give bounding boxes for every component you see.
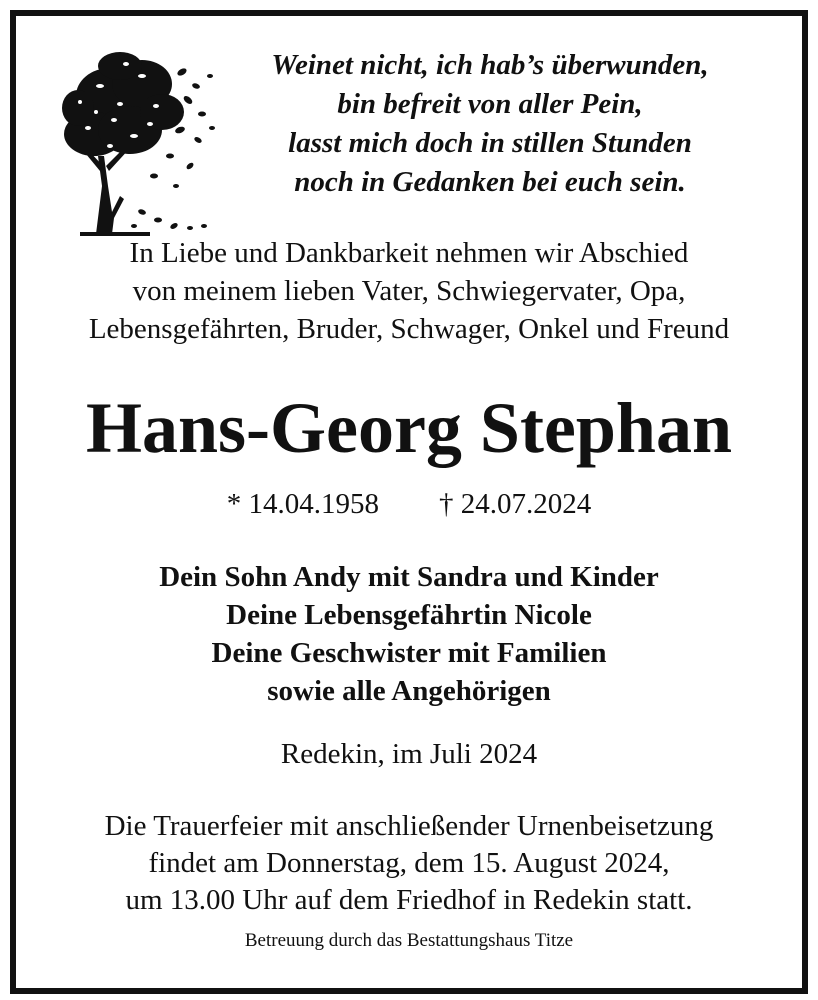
ceremony-line: um 13.00 Uhr auf dem Friedhof in Redekin statt.	[125, 884, 693, 916]
intro-line: In Liebe und Dankbarkeit nehmen wir Abschied	[129, 237, 689, 269]
verse-line: bin befreit von aller Pein,	[337, 88, 643, 120]
tree-blowing-leaves-icon	[50, 36, 220, 236]
mourners-list	[16, 558, 802, 710]
verse	[240, 46, 740, 202]
intro-line: von meinem lieben Vater, Schwiegervater, Opa,	[132, 275, 686, 307]
mourner-line: Dein Sohn Andy mit Sandra und Kinder	[159, 561, 659, 593]
obituary-frame	[10, 10, 808, 994]
undertaker-note: Betreuung durch das Bestattungshaus Titze	[244, 930, 574, 951]
farewell-intro	[16, 234, 802, 348]
verse-line: lasst mich doch in stillen Stunden	[288, 127, 692, 159]
ceremony-info	[16, 808, 802, 919]
mourner-line: Deine Geschwister mit Familien	[211, 637, 607, 669]
death-date: † 24.07.2024	[439, 488, 592, 520]
verse-line: noch in Gedanken bei euch sein.	[294, 166, 686, 198]
ceremony-line: Die Trauerfeier mit anschließender Urnenbeisetzung	[104, 810, 714, 842]
mourner-line: Deine Lebensgefährtin Nicole	[226, 599, 592, 631]
birth-date: * 14.04.1958	[226, 488, 379, 520]
life-dates	[16, 486, 802, 522]
mourner-line: sowie alle Angehörigen	[267, 675, 551, 707]
place-and-date: Redekin, im Juli 2024	[280, 738, 538, 770]
ceremony-line: findet am Donnerstag, dem 15. August 2024,	[148, 847, 670, 879]
deceased-name: Hans-Georg Stephan	[85, 388, 733, 468]
intro-line: Lebensgefährten, Bruder, Schwager, Onkel und Freund	[88, 313, 730, 345]
verse-line: Weinet nicht, ich hab’s überwunden,	[271, 49, 709, 81]
